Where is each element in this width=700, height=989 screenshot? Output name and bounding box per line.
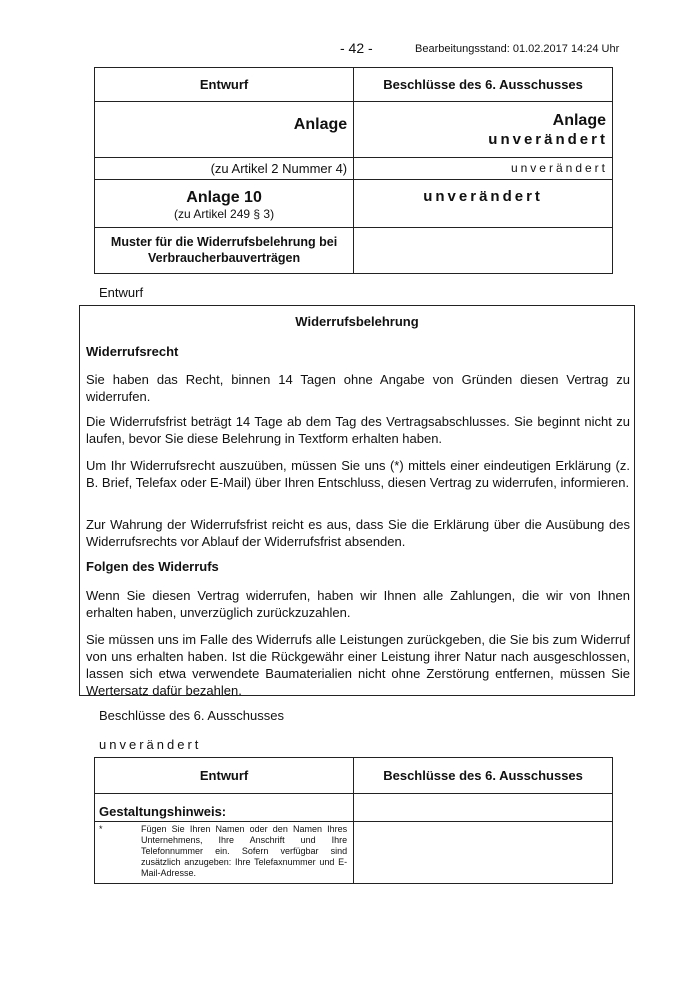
gestaltungshinweis-cell: Gestaltungshinweis: bbox=[95, 794, 354, 822]
zu-artikel-right-cell: unverändert bbox=[354, 158, 613, 180]
muster-left-cell: Muster für die Widerrufsbelehrung bei Verbraucherbauverträgen bbox=[95, 228, 354, 274]
column-header-beschluesse: Beschlüsse des 6. Ausschusses bbox=[354, 68, 613, 102]
column-header-entwurf: Entwurf bbox=[95, 68, 354, 102]
paragraph-2: Die Widerrufsfrist beträgt 14 Tage ab dem Tag des Vertragsabschlusses. Sie beginnt nicht zu laufen, bevor Sie diese Belehrung in Textform erhalten haben. bbox=[86, 414, 630, 446]
gestaltungshinweis-right-cell bbox=[354, 794, 613, 822]
box-title: Widerrufsbelehrung bbox=[295, 314, 419, 329]
label-unveraendert: unverändert bbox=[99, 737, 202, 752]
paragraph-5: Wenn Sie diesen Vertrag widerrufen, haben wir Ihnen alle Zahlungen, die wir von Ihnen erhalten haben, unverzüglich zurückzuzahlen. bbox=[86, 588, 630, 620]
anlage10-left-cell: Anlage 10 (zu Artikel 249 § 3) bbox=[95, 180, 354, 228]
zu-artikel-left-cell: (zu Artikel 2 Nummer 4) bbox=[95, 158, 354, 180]
heading-widerrufsrecht: Widerrufsrecht bbox=[86, 344, 179, 359]
paragraph-3: Um Ihr Widerrufsrecht auszuüben, müssen Sie uns (*) mittels einer eindeutigen Erklärung (z. B. Brief, Telefax oder E-Mail) über Ihren Entschluss, diesen Vertrag zu widerrufen, informieren. bbox=[86, 458, 630, 490]
paragraph-4: Zur Wahrung der Widerrufsfrist reicht es aus, dass Sie die Erklärung über die Ausübung des Widerrufsrechts vor Ablauf der Widerrufsfrist absenden. bbox=[86, 517, 630, 549]
revision-status: Bearbeitungsstand: 01.02.2017 14:24 Uhr bbox=[415, 43, 620, 55]
hinweis-right-cell bbox=[354, 822, 613, 884]
page-number: - 42 - bbox=[340, 40, 373, 56]
paragraph-6: Sie müssen uns im Falle des Widerrufs alle Leistungen zurückgeben, die Sie bis zum Widerruf von uns erhalten haben. Ist die Rückgewähr einer Leistung ihrer Natur nach ausgeschlossen, lassen sich etwa verwendete Baumaterialien nicht ohne Zerstörung entfernen, müssen Sie Wertersatz dafür bezahlen. bbox=[86, 632, 630, 698]
muster-right-cell bbox=[354, 228, 613, 274]
label-entwurf: Entwurf bbox=[99, 285, 144, 300]
hinweis-text-cell bbox=[95, 822, 354, 884]
label-beschluesse: Beschlüsse des 6. Ausschusses bbox=[99, 708, 284, 723]
anlage-right-cell: Anlage unverändert bbox=[354, 102, 613, 158]
anlage10-right-cell: unverändert bbox=[354, 180, 613, 228]
comparison-table-bottom bbox=[94, 757, 613, 884]
column-header-beschluesse-2: Beschlüsse des 6. Ausschusses bbox=[354, 758, 613, 794]
heading-folgen: Folgen des Widerrufs bbox=[86, 559, 219, 574]
anlage-left-cell: Anlage bbox=[95, 102, 354, 158]
column-header-entwurf-2: Entwurf bbox=[95, 758, 354, 794]
hinweis-text: Fügen Sie Ihren Namen oder den Namen Ihres Unternehmens, Ihre Anschrift und Ihre Telefonnummer ein. Sofern verfügbar sind zusätzlich anzugeben: Ihre Telefaxnummer und E-Mail-Adresse. bbox=[141, 824, 348, 878]
widerrufsbelehrung-box bbox=[79, 305, 635, 696]
footnote-marker: * bbox=[99, 824, 103, 834]
paragraph-1: Sie haben das Recht, binnen 14 Tagen ohne Angabe von Gründen diesen Vertrag zu widerrufen. bbox=[86, 372, 630, 404]
comparison-table-top bbox=[94, 67, 613, 274]
